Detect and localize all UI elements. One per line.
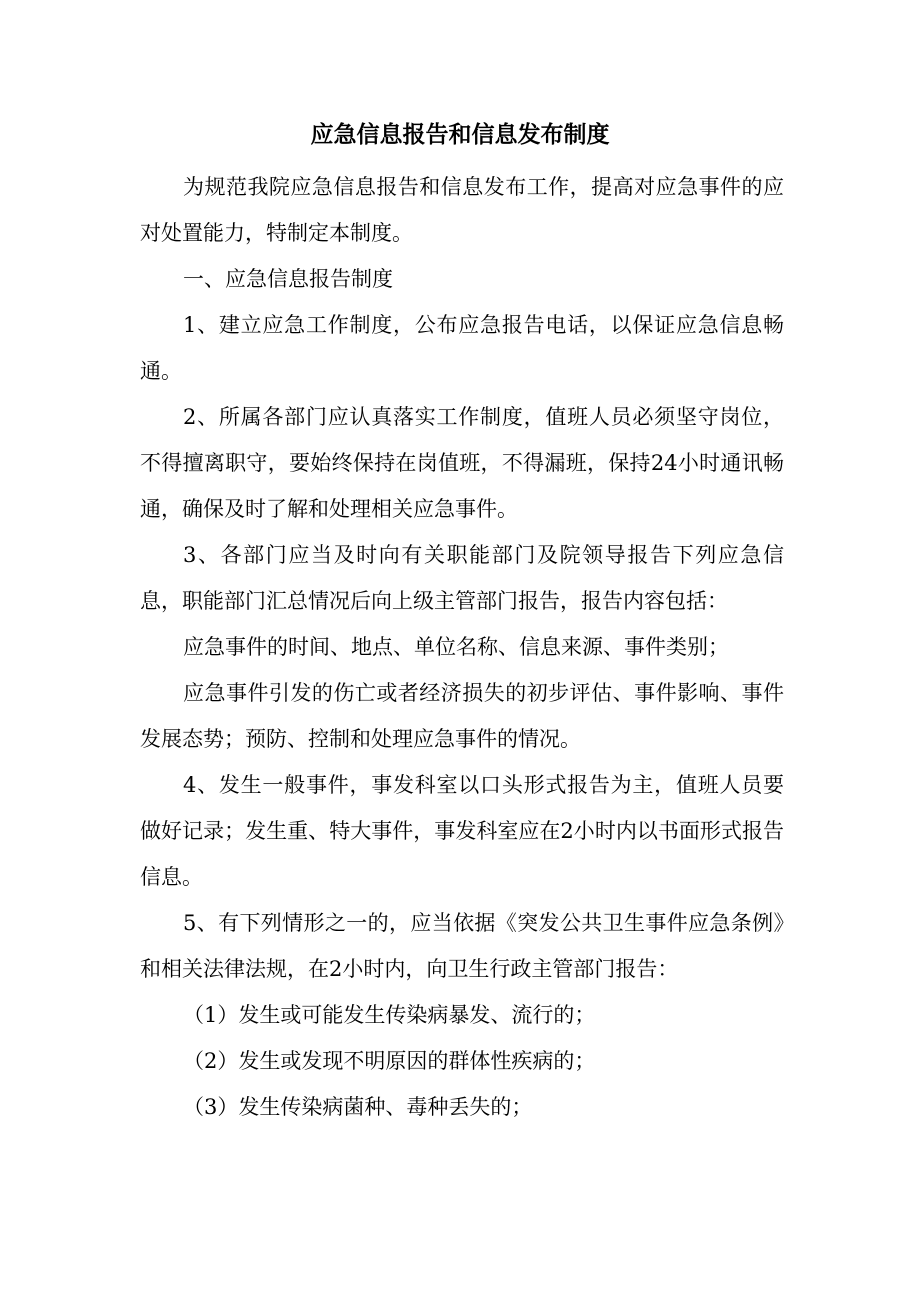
intro-paragraph: 为规范我院应急信息报告和信息发布工作，提高对应急事件的应对处置能力，特制定本制度。: [140, 175, 784, 245]
section-heading: 一、应急信息报告制度: [183, 267, 393, 291]
clause-4: 4、发生一般事件，事发科室以口头形式报告为主，值班人员要做好记录；发生重、特大事件，事发科室应在2小时内以书面形式报告信息。: [140, 773, 784, 889]
clause-5: 5、有下列情形之一的，应当依据《突发公共卫生事件应急条例》和相关法律法规，在2小时内，向卫生行政主管部门报告：: [140, 911, 784, 981]
list-item: （1）发生或可能发生传染病暴发、流行的；: [183, 1003, 596, 1027]
document-body: [140, 164, 784, 1130]
report-content-1: 应急事件的时间、地点、单位名称、信息来源、事件类别；: [183, 635, 729, 659]
clause-3: 3、各部门应当及时向有关职能部门及院领导报告下列应急信息，职能部门汇总情况后向上级主管部门报告，报告内容包括：: [140, 543, 784, 613]
report-content-2: 应急事件引发的伤亡或者经济损失的初步评估、事件影响、事件发展态势；预防、控制和处理应急事件的情况。: [140, 681, 784, 751]
clause-1: 1、建立应急工作制度，公布应急报告电话，以保证应急信息畅通。: [140, 313, 784, 383]
list-item: （2）发生或发现不明原因的群体性疾病的；: [183, 1049, 596, 1073]
clause-2: 2、所属各部门应认真落实工作制度，值班人员必须坚守岗位，不得擅离职守，要始终保持在岗值班，不得漏班，保持24小时通讯畅通，确保及时了解和处理相关应急事件。: [140, 405, 784, 521]
document-title: 应急信息报告和信息发布制度: [310, 121, 610, 148]
list-item: （3）发生传染病菌种、毒种丢失的；: [183, 1095, 533, 1119]
